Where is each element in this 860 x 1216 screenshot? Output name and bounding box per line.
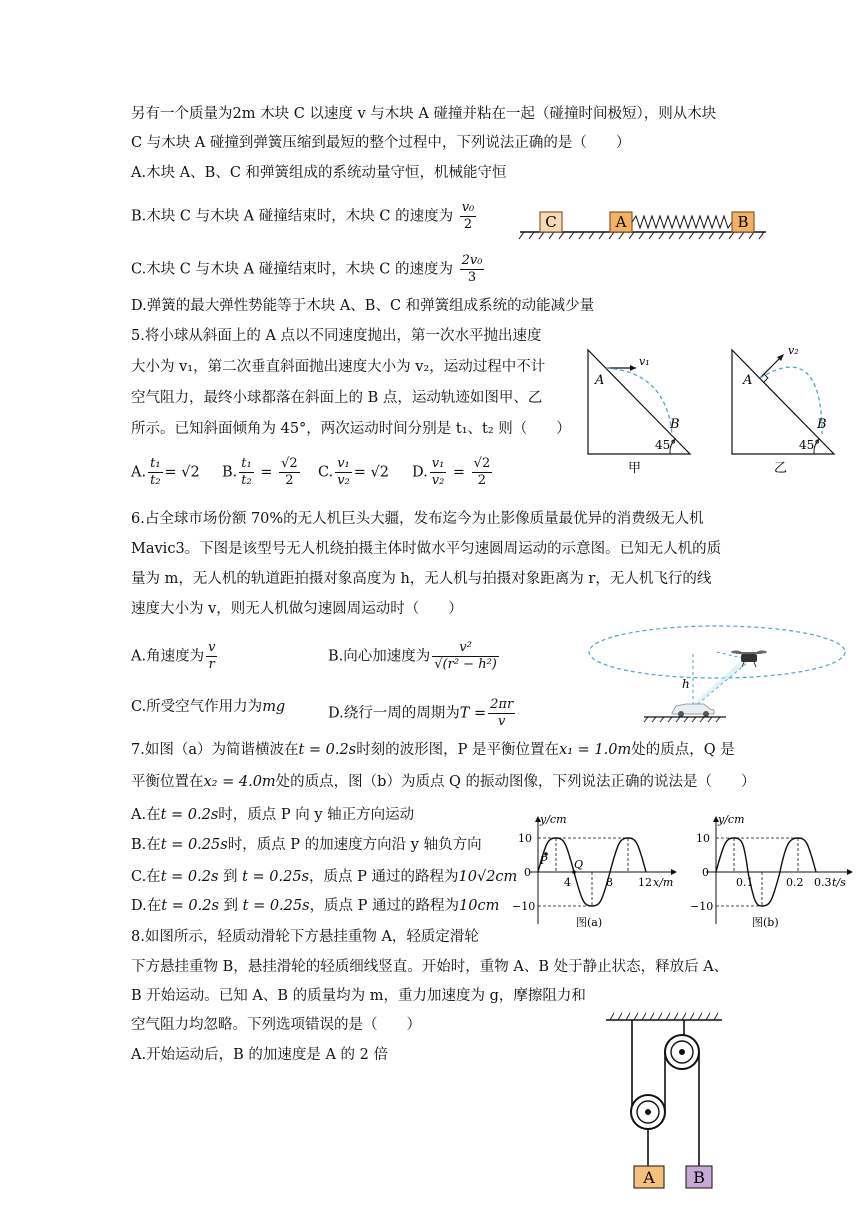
q5-yi-angle-label: 45° xyxy=(799,438,821,452)
q5-option-a-den: t₂ xyxy=(150,473,161,488)
q7-opt-d-t1: t = 0.2s xyxy=(161,898,219,914)
q4-block-b-label: B xyxy=(737,213,749,231)
q5-yi-b-label: B xyxy=(817,417,827,432)
q7-graph-a xyxy=(510,812,680,932)
q7-l1-t: t = 0.2s xyxy=(298,742,357,758)
q5-option-d: D. $\frac{\text{v₁}}{\text{v₂}}$ = $\frac{√2}{2}$ xyxy=(412,456,491,488)
q7b-x-arrow xyxy=(847,869,853,875)
q4-stem-line-1: 另有一个质量为2m 木块 C 以速度 v 与木块 A 碰撞并粘在一起（碰撞时间极短），则从木块 xyxy=(131,106,717,122)
q7b-caption: 图(b) xyxy=(752,916,779,929)
q7-l2-a: 平衡位置在 xyxy=(131,774,204,790)
q6-stem-line-2: Mavic3。下图是该型号无人机绕拍摄主体时做水平匀速圆周运动的示意图。已知无人机的质 xyxy=(131,541,722,557)
q7-stem-line-1 xyxy=(131,740,735,760)
q4-option-a: A.木块 A、B、C 和弹簧组成的系统动量守恒，机械能守恒 xyxy=(131,165,507,181)
q7b-tick-x-01: 0.1 xyxy=(736,876,754,889)
q8-stem-line-2: 下方悬挂重物 B，悬挂滑轮的轻质细线竖直。开始时，重物 A、B 处于静止状态，释放后 A、 xyxy=(131,959,729,975)
q4-spring xyxy=(632,216,732,228)
q5-jia-angle-label: 45° xyxy=(655,438,677,452)
q7b-tick-y-10: 10 xyxy=(696,832,710,845)
q5-option-b-rhs-den: 2 xyxy=(285,473,294,488)
q6-stem-line-3: 量为 m，无人机的轨道距拍摄对象高度为 h，无人机与拍摄对象距离为 r，无人机飞行的线 xyxy=(131,571,712,587)
q7-l1-x: x₁ = 1.0m xyxy=(559,742,632,758)
q7-opt-d-a: D.在 xyxy=(131,898,162,914)
q4-option-b xyxy=(131,200,478,233)
q5-option-c-rhs: = √2 xyxy=(353,464,389,481)
q7-l1-a: 7.如图（a）为简谐横波在 xyxy=(131,742,299,758)
q6-option-a-den: r xyxy=(208,657,215,672)
q7a-x-arrow xyxy=(671,869,677,875)
q7b-tick-y-neg10: −10 xyxy=(690,900,714,913)
q6-option-b xyxy=(328,640,501,673)
q5-yi-velocity-arrow xyxy=(760,356,782,378)
q5-stem-line-2: 大小为 v₁，第二次垂直斜面抛出速度大小为 v₂，运动过程中不计 xyxy=(131,359,546,375)
q6-drone-icon xyxy=(731,651,767,668)
q5-option-b-num: t₁ xyxy=(241,456,252,471)
q5-yi-caption: 乙 xyxy=(774,461,788,474)
q8-pulley-figure xyxy=(604,1008,724,1192)
q6-option-c-expr: mg xyxy=(262,699,286,715)
q5-option-b-rhs-num: √2 xyxy=(281,456,298,471)
q6-car-icon xyxy=(672,704,714,717)
q7a-caption: 图(a) xyxy=(576,916,603,929)
q8-ceiling-hatch xyxy=(610,1013,718,1020)
q5-option-b: B. $\frac{\text{t₁}}{\text{t₂}}$ = $\frac{√2}{2}$ xyxy=(222,456,298,488)
q6-option-a-text: A.角速度为 xyxy=(131,648,205,665)
q4-option-b-num: v₀ xyxy=(461,200,475,215)
q6-option-d xyxy=(328,697,517,730)
q7-l2-b: 处的质点，图（b）为质点 Q 的振动图像，下列说法正确的说法是（ ） xyxy=(275,774,756,790)
q7-opt-d-s: 10cm xyxy=(459,898,500,914)
q7a-label-p: P xyxy=(540,854,548,867)
q7-opt-c-t2: t = 0.25s xyxy=(242,869,310,885)
q7-opt-c-c: ，质点 P 通过的路程为 xyxy=(309,869,459,885)
q7-l2-x: x₂ = 4.0m xyxy=(203,774,276,790)
q5-option-c-label: C. xyxy=(318,464,334,481)
q6-height-label: h xyxy=(682,677,690,691)
q5-option-a xyxy=(131,456,200,489)
q5-option-d-fraction xyxy=(430,456,447,489)
q5-option-d-label: D. xyxy=(412,464,428,481)
q4-block-a-label: A xyxy=(615,213,627,231)
q5-stem-line-4: 所示。已知斜面倾角为 45°，两次运动时间分别是 t₁、t₂ 则（ ） xyxy=(131,421,571,437)
q6-distance-line xyxy=(693,662,748,708)
q8-stem-line-4: 空气阻力均忽略。下列选项错误的是（ ） xyxy=(131,1017,421,1033)
q4-block-c-label: C xyxy=(545,213,557,231)
q7-opt-b-t: t = 0.25s xyxy=(160,837,228,853)
q7a-tick-x-8: 8 xyxy=(606,876,613,889)
q7a-tick-x-4: 4 xyxy=(564,876,571,889)
q4-option-c-num: 2v₀ xyxy=(461,253,483,268)
q7a-xlabel: x/m xyxy=(653,876,674,889)
q5-jia-a-label: A xyxy=(595,373,605,388)
q4-option-b-den: 2 xyxy=(463,217,473,232)
q6-option-c-text: C.所受空气作用力为 xyxy=(131,699,263,715)
q7-opt-d-b: 到 xyxy=(223,898,239,914)
q4-option-c-text: C.木块 C 与木块 A 碰撞结束时，木块 C 的速度为 xyxy=(131,261,454,278)
q6-option-b-fraction xyxy=(432,640,499,673)
q7-l1-c: 处的质点，Q 是 xyxy=(631,742,735,758)
q7-graph-b xyxy=(686,812,858,932)
q7-stem-line-2 xyxy=(131,772,756,792)
q7a-tick-y-0: 0 xyxy=(524,866,531,879)
q5-option-b-rhs xyxy=(279,456,300,489)
q5-option-b-den: t₂ xyxy=(241,473,252,488)
q5-option-d-num: v₁ xyxy=(431,456,445,471)
q7-option-b xyxy=(131,835,482,855)
q7-opt-b-b: 时，质点 P 的加速度方向沿 y 轴负方向 xyxy=(227,837,482,853)
q8-stem-line-3: B 开始运动。已知 A、B 的质量均为 m，重力加速度为 g，摩擦阻力和 xyxy=(131,988,586,1004)
q7b-tick-y-0: 0 xyxy=(702,866,709,879)
q5-figure-yi xyxy=(722,342,852,474)
q4-stem-line-2: C 与木块 A 碰撞到弹簧压缩到最短的整个过程中，下列说法正确的是（ ） xyxy=(131,135,631,151)
q6-stem-line-1: 6.占全球市场份额 70%的无人机巨头大疆，发布迄今为止影像质量最优异的消费级无人机 xyxy=(131,511,704,527)
q6-stem-line-4: 速度大小为 v，则无人机做匀速圆周运动时（ ） xyxy=(131,601,463,617)
q6-option-d-den: v xyxy=(497,714,506,729)
q7-option-c xyxy=(131,867,517,887)
q5-option-c-num: v₁ xyxy=(337,456,350,471)
q5-yi-a-label: A xyxy=(743,373,753,388)
q6-option-d-fraction xyxy=(488,697,515,730)
q7-opt-d-c: ，质点 P 通过的路程为 xyxy=(309,898,460,914)
q7a-tick-y-10: 10 xyxy=(518,832,532,845)
q7b-tick-x-02: 0.2 xyxy=(786,876,804,889)
q7-opt-d-t2: t = 0.25s xyxy=(242,898,310,914)
q7b-ylabel: y/cm xyxy=(718,813,745,826)
q5-yi-right-angle-mark xyxy=(764,374,768,382)
q4-option-c-fraction xyxy=(460,253,485,286)
q7-opt-a-a: A.在 xyxy=(131,807,161,823)
q8-weight-b-label: B xyxy=(693,1168,705,1187)
q5-stem-line-3: 空气阻力，最终小球都落在斜面上的 B 点，运动轨迹如图甲、乙 xyxy=(131,390,543,406)
q7-option-d xyxy=(131,896,499,916)
q6-option-a-num: v xyxy=(208,640,216,655)
q5-option-b-fraction xyxy=(239,456,253,489)
q4-blocks-spring-figure xyxy=(518,206,768,246)
q5-option-a-label: A. xyxy=(131,464,147,481)
q7-opt-c-a: C.在 xyxy=(131,869,161,885)
q5-jia-caption: 甲 xyxy=(628,461,642,474)
q7-opt-c-b: 到 xyxy=(223,869,238,885)
q5-figure-jia xyxy=(578,342,708,474)
q5-option-b-label: B. xyxy=(222,464,238,481)
q5-option-c-den: v₂ xyxy=(337,473,350,488)
q7b-tick-x-03: 0.3 xyxy=(814,876,832,889)
q7-option-a xyxy=(131,805,414,825)
q7a-ylabel: y/cm xyxy=(540,813,567,826)
q5-option-c xyxy=(318,456,389,489)
q7-l1-b: 时刻的波形图，P 是平衡位置在 xyxy=(356,742,560,758)
q7-opt-b-a: B.在 xyxy=(131,837,161,853)
q8-stem-line-1: 8.如图所示，轻质动滑轮下方悬挂重物 A，轻质定滑轮 xyxy=(131,929,479,945)
q6-camera-beam xyxy=(693,660,750,708)
q5-stem-line-1: 5.将小球从斜面上的 A 点以不同速度抛出，第一次水平抛出速度 xyxy=(131,328,542,344)
q8-fixed-pulley-axle xyxy=(679,1049,685,1055)
q4-floor-hatch xyxy=(519,232,764,239)
q7-opt-c-s: 10√2cm xyxy=(458,869,518,885)
q5-option-a-fraction xyxy=(148,456,162,489)
q5-option-c-fraction xyxy=(335,456,352,489)
q5-yi-v2-label: v₂ xyxy=(788,344,799,357)
q7-opt-a-t: t = 0.2s xyxy=(160,807,219,823)
q6-option-a-fraction xyxy=(206,640,217,673)
q8-option-a: A.开始运动后，B 的加速度是 A 的 2 倍 xyxy=(131,1047,388,1063)
q8-movable-pulley-axle xyxy=(645,1109,651,1115)
q7a-tick-x-12: 12 xyxy=(638,876,652,889)
q6-option-d-lhs: T = xyxy=(459,705,487,722)
q4-option-b-text: B.木块 C 与木块 A 碰撞结束时，木块 C 的速度为 xyxy=(131,208,454,225)
q4-option-d: D.弹簧的最大弹性势能等于木块 A、B、C 和弹簧组成系统的动能减少量 xyxy=(131,298,595,314)
q5-option-d-den: v₂ xyxy=(431,473,445,488)
q5-option-d-rhs-num: √2 xyxy=(473,456,491,471)
q6-option-b-num: v² xyxy=(432,640,499,657)
q7a-tick-y-neg10: −10 xyxy=(512,900,536,913)
q6-option-d-text: D.绕行一周的周期为 xyxy=(328,705,460,722)
q4-option-c-den: 3 xyxy=(467,270,477,285)
q4-option-b-fraction xyxy=(460,200,477,233)
q6-drone-orbit-figure xyxy=(586,616,848,724)
q6-option-d-num: 2πr xyxy=(490,697,514,712)
q7-opt-a-b: 时，质点 P 向 y 轴正方向运动 xyxy=(218,807,415,823)
q6-option-a xyxy=(131,640,219,673)
q7a-label-q: Q xyxy=(574,858,584,871)
q7-opt-c-t1: t = 0.2s xyxy=(160,869,219,885)
q5-option-d-rhs-den: 2 xyxy=(477,473,487,488)
q5-option-a-rhs: = √2 xyxy=(164,464,200,481)
q5-option-a-num: t₁ xyxy=(150,456,161,471)
q6-option-c xyxy=(131,697,285,717)
q8-weight-a-label: A xyxy=(643,1168,655,1187)
q6-option-b-den: √(r² − h²) xyxy=(434,657,497,672)
q5-yi-trajectory xyxy=(760,367,822,434)
q4-option-c xyxy=(131,253,486,286)
q6-option-b-text: B.向心加速度为 xyxy=(328,648,431,665)
q5-option-d-rhs xyxy=(472,456,493,489)
q6-ground-hatch xyxy=(644,717,720,722)
q5-jia-arrowhead xyxy=(630,365,636,371)
q5-jia-v1-label: v₁ xyxy=(639,355,650,368)
q7b-xlabel: t/s xyxy=(832,876,846,889)
q5-jia-b-label: B xyxy=(670,417,680,432)
